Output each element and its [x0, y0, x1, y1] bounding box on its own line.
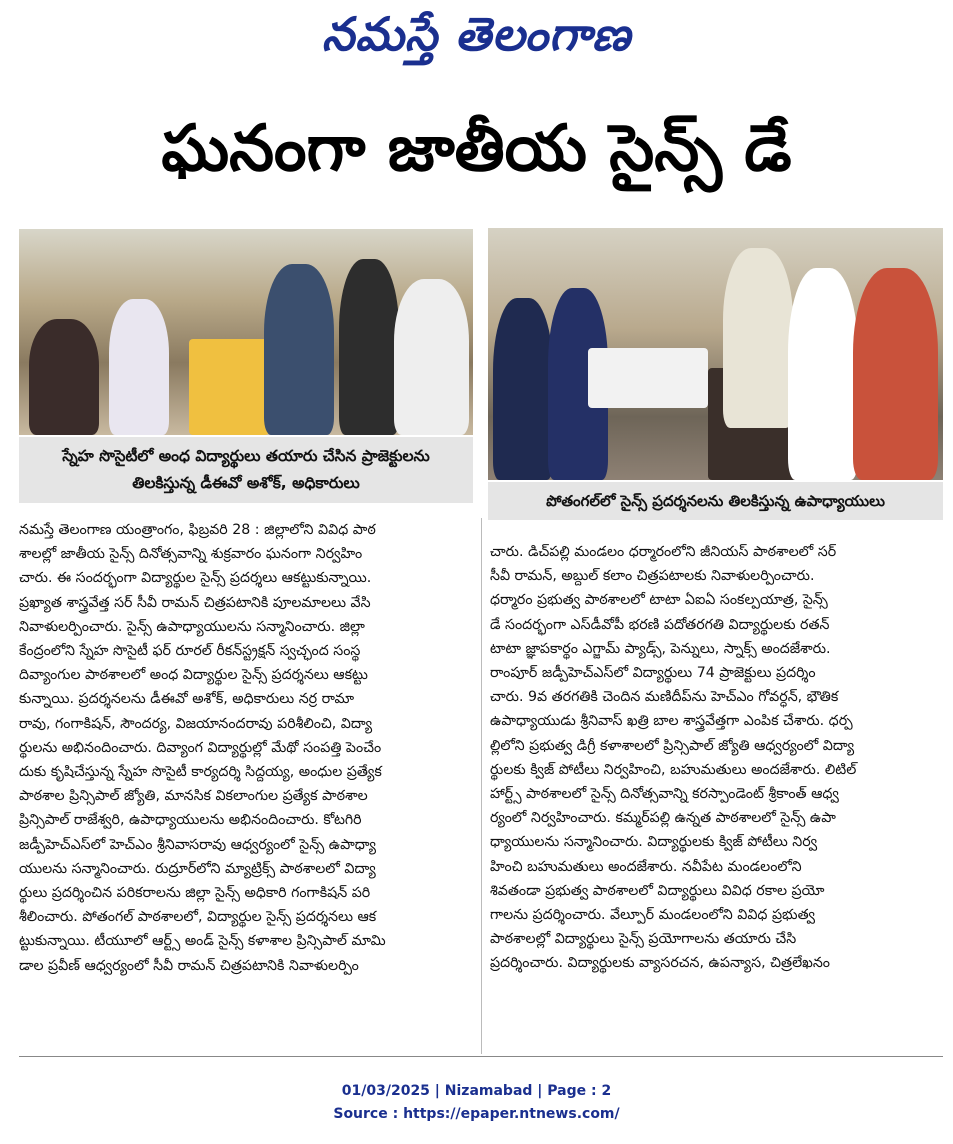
article-line: డాల ప్రవీణ్ ఆధ్వర్యంలో సీవీ రామన్ చిత్రపటానికి నివాళులర్పిం [19, 957, 359, 974]
footer-date-edition: 01/03/2025 | Nizamabad | Page : 2 [341, 1083, 612, 1099]
article-line: చారు. డిచ్‌పల్లి మండలం ధర్మారంలోని జీనియస్ పాఠశాలలో సర్ [490, 544, 837, 560]
article-line: పాఠశాల ప్రిన్సిపాల్ జ్యోతి, మానసిక వికలాంగుల ప్రత్యేక పాఠశాల [19, 788, 368, 805]
article-line: ట్టుకున్నాయి. టీయూలో ఆర్ట్స్ అండ్ సైన్స్ కళాశాల ప్రిన్సిపాల్ మామి [19, 933, 386, 950]
article-line: ల్లిలోని ప్రభుత్వ డిగ్రీ కళాశాలలో ప్రిన్సిపాల్ జ్యోతి ఆధ్వర్యంలో విద్యా [490, 737, 855, 754]
footer-source-link[interactable]: Source : https://epaper.ntnews.com/ [333, 1106, 620, 1122]
article-line: ఉపాధ్యాయుడు శ్రీనివాస్ ఖత్రి బాల శాస్త్రవేత్తగా ఎంపిక చేశారు. ధర్ప [490, 713, 853, 730]
article-line: కున్నాయి. ప్రదర్శనలను డీఈవో అశోక్, అధికారులు నర్ర రామా [19, 691, 355, 708]
article-line: శాలల్లో జాతీయ సైన్స్ దినోత్సవాన్ని శుక్రవారం ఘనంగా నిర్వహిం [19, 546, 363, 563]
article-line: ప్రదర్శించారు. విద్యార్థులకు వ్యాసరచన, ఉపన్యాస, చిత్రలేఖనం [490, 955, 830, 972]
footer-divider [19, 1056, 943, 1057]
article-line: హించి బహుమతులు అందజేశారు. నవీపేట మండలంలోని [490, 858, 802, 875]
article-line: ప్రిన్సిపాల్ రాజేశ్వరి, ఉపాధ్యాయులను అభినందించారు. కోటగిరి [19, 812, 362, 829]
article-line: శివతండా ప్రభుత్వ పాఠశాలలో విద్యార్థులు వివిధ రకాల ప్రయో [490, 882, 825, 899]
article-line: శీలించారు. పోతంగల్ పాఠశాలలో, విద్యార్థుల సైన్స్ ప్రదర్శనలు ఆక [19, 909, 377, 926]
article-line: హార్ట్స్ పాఠశాలలో సైన్స్ దినోత్సవాన్ని కరస్పాండెంట్ శ్రీకాంత్ ఆధ్వ [490, 786, 839, 803]
article-headline: ఘనంగా జాతీయ సైన్స్ డే [161, 112, 792, 186]
article-line: రాంపూర్ జడ్పీహెచ్‌ఎస్‌లో విద్యార్థులు 74 ప్రాజెక్టులు ప్రదర్శిం [490, 665, 816, 682]
photo1-caption-line2: తిలకిస్తున్న డీఈవో అశోక్, అధికారులు [132, 474, 360, 492]
article-line: ప్రఖ్యాత శాస్త్రవేత్త సర్ సీవీ రామన్ చిత్రపటానికి పూలమాలలు వేసి [19, 594, 371, 611]
article-line: రావు, గంగాకిషన్, సౌందర్య, విజయానందరావు పరిశీలించి, విద్యా [19, 715, 373, 732]
article-line: గాలను ప్రదర్శించారు. వేల్పూర్ మండలంలోని వివిధ ప్రభుత్వ [490, 907, 816, 924]
article-line: ర్థులకు క్విజ్ పోటీలు నిర్వహించి, బహుమతులు అందజేశారు. లిటిల్ [490, 761, 857, 778]
article-line: పాఠశాలల్లో విద్యార్థులు సైన్స్ ప్రయోగాలను తయారు చేసి [490, 931, 797, 948]
article-line: యులను సన్మానించారు. రుద్రూర్‌లోని మ్యాట్రిక్స్ పాఠశాలలో విద్యా [19, 860, 376, 877]
article-line: ధ్యాయులను సన్మానించారు. విద్యార్థులకు క్విజ్ పోటీలు నిర్వ [490, 834, 818, 851]
article-line: చారు. 9వ తరగతికి చెందిన మణిదీప్‌ను హెచ్‌ఎం గోవర్ధన్, భౌతిక [490, 689, 839, 706]
column-divider [481, 518, 482, 1054]
article-line: కేంద్రంలోని స్నేహ సొసైటీ ఫర్ రూరల్ రీకన్‌స్ట్రక్షన్ స్వచ్ఛంద సంస్థ [19, 643, 361, 660]
article-line: డే సందర్భంగా ఎస్‌డీవోపీ భరణి పదోతరగతి విద్యార్థులకు రతన్ [490, 616, 830, 633]
article-line: ధర్మారం ప్రభుత్వ పాఠశాలలో టాటా ఏఐఏ సంకల్పయాత్ర, సైన్స్ [490, 592, 828, 609]
article-column-2 [490, 540, 943, 976]
article-line: ర్థులను అభినందించారు. దివ్యాంగ విద్యార్థుల్లో మేథో సంపత్తి పెంచేం [19, 739, 382, 756]
article-line: సీవీ రామన్, అబ్దుల్ కలాం చిత్రపటాలకు నివాళులర్పించారు. [490, 568, 815, 585]
article-column-1 [19, 518, 473, 978]
photo-potangal-science-exhibition [488, 228, 943, 480]
article-line: ర్థులు ప్రదర్శించిన పరికరాలను జిల్లా సైన్స్ అధికారి గంగాకిషన్ పరి [19, 885, 371, 902]
article-line: దివ్యాంగుల పాఠశాలలో అంధ విద్యార్థుల సైన్స్ ప్రదర్శనలు ఆకట్టు [19, 667, 368, 684]
article-line: టాటా జ్ఞాపకార్థం ఎగ్జామ్ ప్యాడ్స్, పెన్నులు, స్నాక్స్ అందజేశారు. [490, 640, 831, 657]
article-line: జడ్పీహెచ్‌ఎస్‌లో హెచ్‌ఎం శ్రీనివాసరావు ఆధ్వర్యంలో సైన్స్ ఉపాధ్యా [19, 836, 376, 853]
article-line: చారు. ఈ సందర్భంగా విద్యార్థుల సైన్స్ ప్రదర్శలు ఆకట్టుకున్నాయి. [19, 570, 372, 587]
photo1-caption-line1: స్నేహ సొసైటీలో అంధ విద్యార్థులు తయారు చేసిన ప్రాజెక్టులను [62, 447, 430, 465]
article-line: నివాళులర్పించారు. సైన్స్ ఉపాధ్యాయులను సన్మానించారు. జిల్లా [19, 618, 365, 635]
photo1-caption [19, 437, 473, 503]
photo2-caption: పోతంగల్‌లో సైన్స్ ప్రదర్శనలను తిలకిస్తున్న ఉపాధ్యాయులు [488, 482, 943, 520]
article-line: నమస్తే తెలంగాణ యంత్రాంగం, ఫిబ్రవరి 28 : జిల్లాలోని వివిధ పాఠ [19, 522, 376, 538]
photo-blind-students-exhibition [19, 229, 473, 435]
newspaper-masthead: నమస్తే తెలంగాణ [321, 7, 632, 61]
article-line: దుకు కృషిచేస్తున్న స్నేహ సొసైటీ కార్యదర్శి సిద్దయ్య, అంధుల ప్రత్యేక [19, 764, 382, 781]
article-line: ర్యంలో నిర్వహించారు. కమ్మర్‌పల్లి ఉన్నత పాఠశాలలో సైన్స్ ఉపా [490, 810, 836, 827]
